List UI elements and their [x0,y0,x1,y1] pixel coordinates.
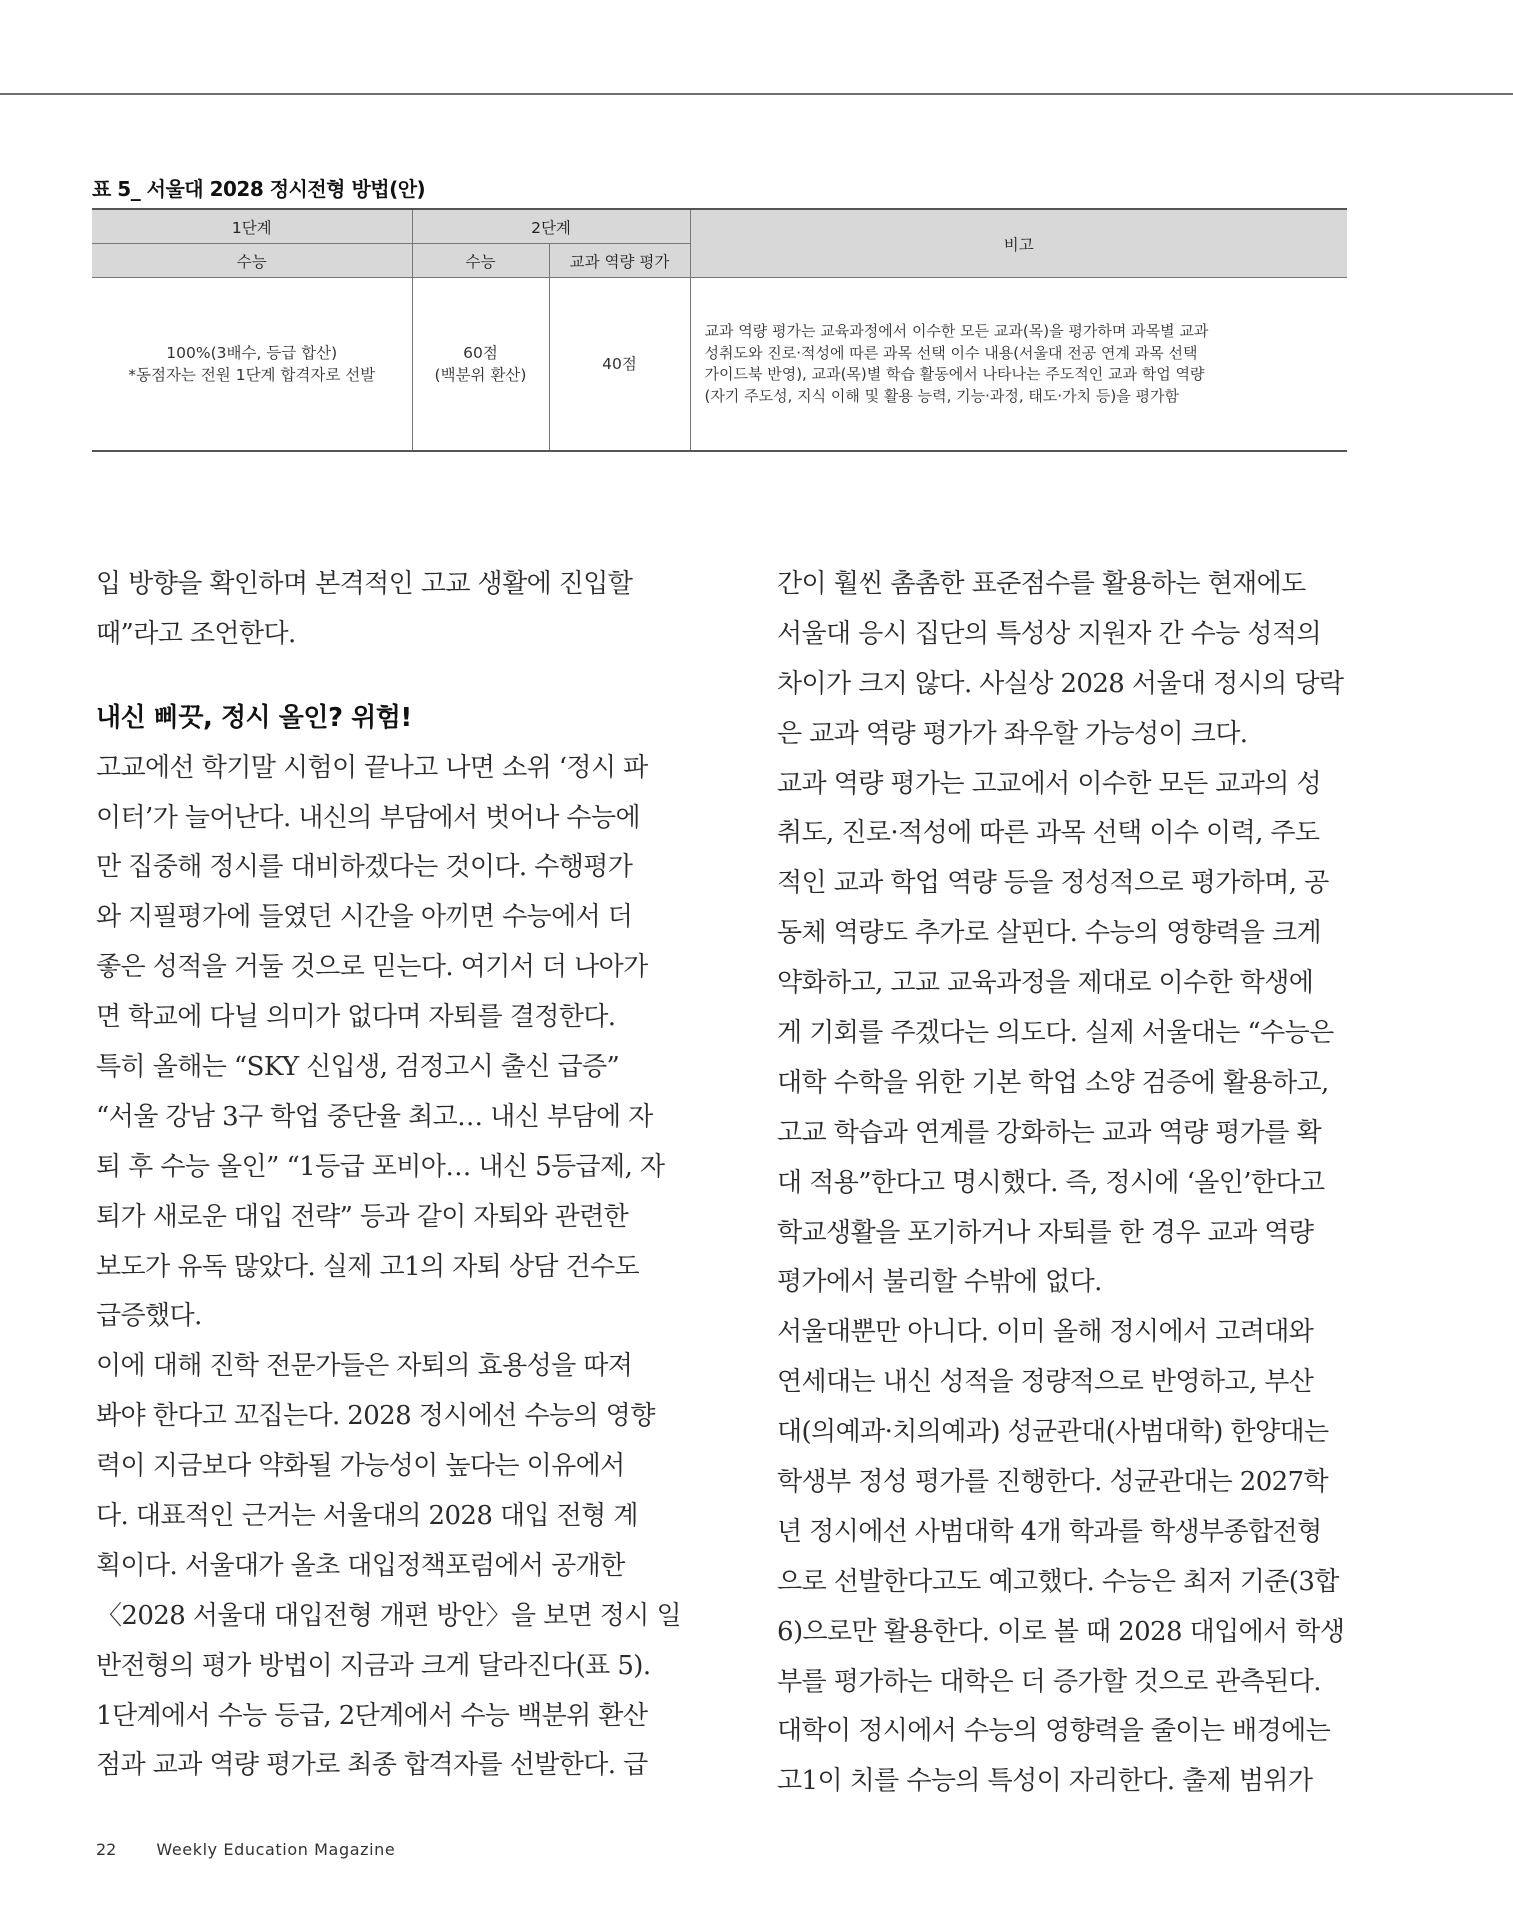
body-line: 동체 역량도 추가로 살핀다. 수능의 영향력을 크게 [777,918,1321,949]
body-line: 고1이 치를 수능의 특성이 자리한다. 출제 범위가 [777,1766,1313,1797]
body-line: 다. 대표적인 근거는 서울대의 2028 대입 전형 계 [96,1501,638,1532]
body-line: 약화하고, 고교 교육과정을 제대로 이수한 학생에 [777,968,1314,999]
body-line: 적인 교과 학업 역량 등을 정성적으로 평가하며, 공 [777,868,1329,899]
article-left-column [96,560,681,1791]
body-line: 서울대 응시 집단의 특성상 지원자 간 수능 성적의 [777,618,1321,649]
body-line: 게 기회를 주겠다는 의도다. 실제 서울대는 “수능은 [777,1018,1334,1049]
body-line: 으로 선발한다고도 예고했다. 수능은 최저 기준(3합 [777,1566,1339,1597]
body-line: 퇴 후 수능 올인” “1등급 포비아… 내신 5등급제, 자 [96,1151,665,1182]
cell-line: (자기 주도성, 지식 이해 및 활용 능력, 기능·과정, 태도·가치 등)을 평가함 [704,386,1179,405]
body-line: 점과 교과 역량 평가로 최종 합격자를 선발한다. 급 [96,1750,648,1781]
table-caption: 표 5_ 서울대 2028 정시전형 방법(안) [92,177,426,201]
header-stage2-suneung: 수능 [412,244,549,278]
article-right-column [777,560,1351,1807]
table-row [92,278,1347,452]
cell-line: 60점 [463,344,498,362]
body-line: 대학이 정시에서 수능의 영향력을 줄이는 배경에는 [777,1716,1331,1747]
body-line: 이터’가 늘어난다. 내신의 부담에서 벗어나 수능에 [96,802,640,833]
cell-note [690,278,1347,452]
header-stage2: 2단계 [412,209,690,244]
body-line: 서울대뿐만 아니다. 이미 올해 정시에서 고려대와 [777,1317,1314,1348]
body-line: 면 학교에 다닐 의미가 없다며 자퇴를 결정한다. [96,1002,616,1033]
body-line: 특히 올해는 “SKY 신입생, 검정고시 출신 급증” [96,1052,620,1083]
cell-line: (백분위 환산) [434,366,527,384]
body-line: 학교생활을 포기하거나 자퇴를 한 경우 교과 역량 [777,1217,1314,1248]
body-line: 만 집중해 정시를 대비하겠다는 것이다. 수행평가 [96,852,633,883]
cell-stage1 [92,278,412,452]
body-line: 보도가 유독 많았다. 실제 고1의 자퇴 상담 건수도 [96,1251,640,1282]
body-line: 급증했다. [96,1301,202,1332]
top-rule [0,93,1513,95]
section-heading: 내신 삐끗, 정시 올인? 위험! [96,702,412,733]
body-line: 평가에서 불리할 수밖에 없다. [777,1267,1102,1298]
body-line: 반전형의 평가 방법이 지금과 크게 달라진다(표 5). [96,1650,651,1681]
body-line: 1단계에서 수능 등급, 2단계에서 수능 백분위 환산 [96,1700,648,1731]
cell-line: 가이드북 반영), 교과(목)별 학습 활동에서 나타나는 주도적인 교과 학업 역량 [704,365,1205,383]
cell-stage2-suneung [412,278,549,452]
body-line: 대학 수학을 위한 기본 학업 소양 검증에 활용하고, [777,1067,1329,1098]
body-line: 〈2028 서울대 대입전형 개편 방안〉을 보면 정시 일 [96,1600,681,1631]
magazine-name: Weekly Education Magazine [156,1840,396,1859]
body-line: 입 방향을 확인하며 본격적인 고교 생활에 진입할 [96,569,633,599]
header-stage2-competency: 교과 역량 평가 [549,244,690,278]
header-stage1-suneung: 수능 [92,244,412,278]
header-note: 비고 [690,209,1347,278]
body-line: 연세대는 내신 성적을 정량적으로 반영하고, 부산 [777,1367,1314,1398]
body-line: 고교 학습과 연계를 강화하는 교과 역량 평가를 확 [777,1117,1321,1148]
body-line: 와 지필평가에 들였던 시간을 아끼면 수능에서 더 [96,902,633,933]
cell-line: 교과 역량 평가는 교육과정에서 이수한 모든 교과(목)을 평가하며 과목별 교과 [704,322,1209,340]
body-line: 좋은 성적을 거둘 것으로 믿는다. 여기서 더 나아가 [96,952,648,983]
body-line: 취도, 진로·적성에 따른 과목 선택 이수 이력, 주도 [777,818,1320,849]
page-footer [96,1840,395,1859]
header-stage1: 1단계 [92,209,412,244]
body-line: 력이 지금보다 약화될 가능성이 높다는 이유에서 [96,1451,625,1482]
body-line: 부를 평가하는 대학은 더 증가할 것으로 관측된다. [777,1666,1321,1697]
body-line: 퇴가 새로운 대입 전략” 등과 같이 자퇴와 관련한 [96,1201,629,1232]
body-line: 대 적용”한다고 명시했다. 즉, 정시에 ‘올인’한다고 [777,1167,1325,1198]
body-line: “서울 강남 3구 학업 중단율 최고… 내신 부담에 자 [96,1101,653,1132]
body-line: 년 정시에선 사범대학 4개 학과를 학생부종합전형 [777,1516,1322,1547]
body-line: 고교에선 학기말 시험이 끝나고 나면 소위 ‘정시 파 [96,752,648,783]
cell-line: 100%(3배수, 등급 합산) [166,344,338,362]
body-line: 때”라고 조언한다. [96,618,296,649]
body-line: 획이다. 서울대가 올초 대입정책포럼에서 공개한 [96,1550,625,1581]
body-line: 학생부 정성 평가를 진행한다. 성균관대는 2027학 [777,1467,1329,1498]
cell-line: *동점자는 전원 1단계 합격자로 선발 [128,366,376,384]
cell-stage2-competency: 40점 [549,278,690,452]
body-line: 대(의예과·치의예과) 성균관대(사범대학) 한양대는 [777,1417,1329,1448]
body-line: 차이가 크지 않다. 사실상 2028 서울대 정시의 당락 [777,668,1344,699]
body-line: 간이 훨씬 촘촘한 표준점수를 활용하는 현재에도 [777,569,1306,599]
body-line: 6)으로만 활용한다. 이로 볼 때 2028 대입에서 학생 [777,1616,1345,1647]
body-line: 교과 역량 평가는 고교에서 이수한 모든 교과의 성 [777,768,1321,799]
cell-line: 성취도와 진로·적성에 따른 과목 선택 이수 내용(서울대 전공 연계 과목 선택 [704,343,1198,362]
body-line: 봐야 한다고 꼬집는다. 2028 정시에선 수능의 영향 [96,1401,655,1432]
body-line: 이에 대해 진학 전문가들은 자퇴의 효용성을 따져 [96,1351,633,1382]
admission-method-table [92,208,1347,452]
body-line: 은 교과 역량 평가가 좌우할 가능성이 크다. [777,718,1248,749]
page-number: 22 [96,1840,117,1859]
